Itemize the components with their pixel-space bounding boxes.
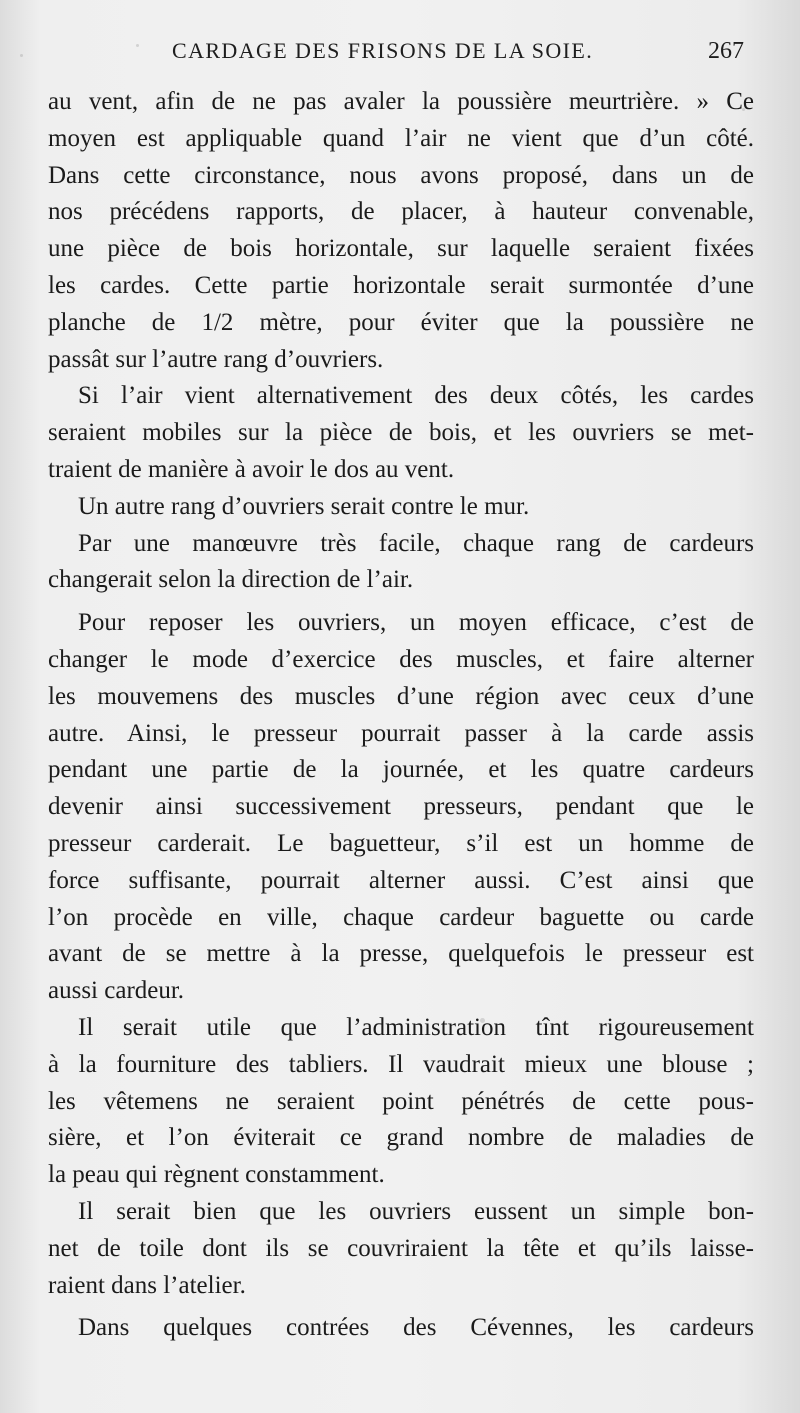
text-line: Pour reposer les ouvriers, un moyen efficace, c’est de: [78, 609, 754, 637]
text-line: Dans quelques contrées des Cévennes, les cardeurs: [78, 1314, 754, 1342]
text-line: seraient mobiles sur la pièce de bois, et les ouvriers se met-: [48, 419, 754, 447]
page-number: 267: [708, 38, 744, 64]
paragraph: [48, 1010, 754, 1194]
page-header: [120, 38, 750, 72]
text-line: Dans cette circonstance, nous avons proposé, dans un de: [48, 161, 754, 189]
text-line: sière, et l’on éviterait ce grand nombre de maladies de: [48, 1124, 754, 1152]
paper-speck: [20, 54, 23, 57]
paper-speck: [480, 1018, 485, 1023]
paragraph: [48, 378, 754, 488]
paragraph: [48, 526, 754, 600]
text-line: pendant une partie de la journée, et les quatre cardeurs: [48, 756, 754, 784]
text-line: les vêtemens ne seraient point pénétrés de cette pous-: [48, 1087, 754, 1115]
body-text: [48, 84, 754, 1347]
text-line: nos précédens rapports, de placer, à hauteur convenable,: [48, 198, 754, 226]
text-line: presseur carderait. Le baguetteur, s’il est un homme de: [48, 829, 754, 857]
paragraph: [48, 605, 754, 1010]
text-line: force suffisante, pourrait alterner aussi. C’est ainsi que: [48, 866, 754, 894]
text-line: Si l’air vient alternativement des deux côtés, les cardes: [78, 382, 754, 410]
text-line: les mouvemens des muscles d’une région avec ceux d’une: [48, 682, 754, 710]
text-line: la peau qui règnent constamment.: [48, 1161, 385, 1189]
text-line: passât sur l’autre rang d’ouvriers.: [48, 345, 384, 373]
text-line: Il serait utile que l’administration tînt rigoureusement: [78, 1013, 754, 1041]
text-line: autre. Ainsi, le presseur pourrait passer à la carde assis: [48, 719, 754, 747]
text-line: Il serait bien que les ouvriers eussent un simple bon-: [78, 1197, 754, 1225]
text-line: au vent, afin de ne pas avaler la poussière meurtrière. » Ce: [48, 88, 754, 115]
text-line: aussi cardeur.: [48, 977, 185, 1005]
text-line: changer le mode d’exercice des muscles, et faire alterner: [48, 645, 754, 673]
text-line: l’on procède en ville, chaque cardeur baguette ou carde: [48, 903, 754, 931]
text-line: avant de se mettre à la presse, quelquefois le presseur est: [48, 940, 754, 968]
text-line: raient dans l’atelier.: [48, 1271, 246, 1299]
paragraph: [48, 489, 754, 526]
text-line: Par une manœuvre très facile, chaque rang de cardeurs: [78, 529, 754, 557]
paragraph: [48, 1310, 754, 1347]
text-line: une pièce de bois horizontale, sur laquelle seraient fixées: [48, 235, 754, 263]
text-line: changerait selon la direction de l’air.: [48, 566, 414, 594]
text-line: planche de 1/2 mètre, pour éviter que la poussière ne: [48, 308, 754, 336]
text-line: devenir ainsi successivement presseurs, pendant que le: [48, 793, 754, 821]
text-line: moyen est appliquable quand l’air ne vient que d’un côté.: [48, 124, 754, 152]
running-title: CARDAGE DES FRISONS DE LA SOIE.: [172, 38, 594, 63]
paper-speck: [136, 44, 139, 47]
text-line: Un autre rang d’ouvriers serait contre le mur.: [78, 492, 530, 520]
text-line: à la fourniture des tabliers. Il vaudrait mieux une blouse ;: [48, 1050, 754, 1078]
paragraph: [48, 1194, 754, 1304]
paper-speck: [742, 108, 745, 111]
text-line: net de toile dont ils se couvriraient la tête et qu’ils laisse-: [48, 1234, 754, 1262]
paragraph: [48, 84, 754, 378]
text-line: les cardes. Cette partie horizontale serait surmontée d’une: [48, 271, 754, 299]
text-line: traient de manière à avoir le dos au vent.: [48, 455, 455, 483]
